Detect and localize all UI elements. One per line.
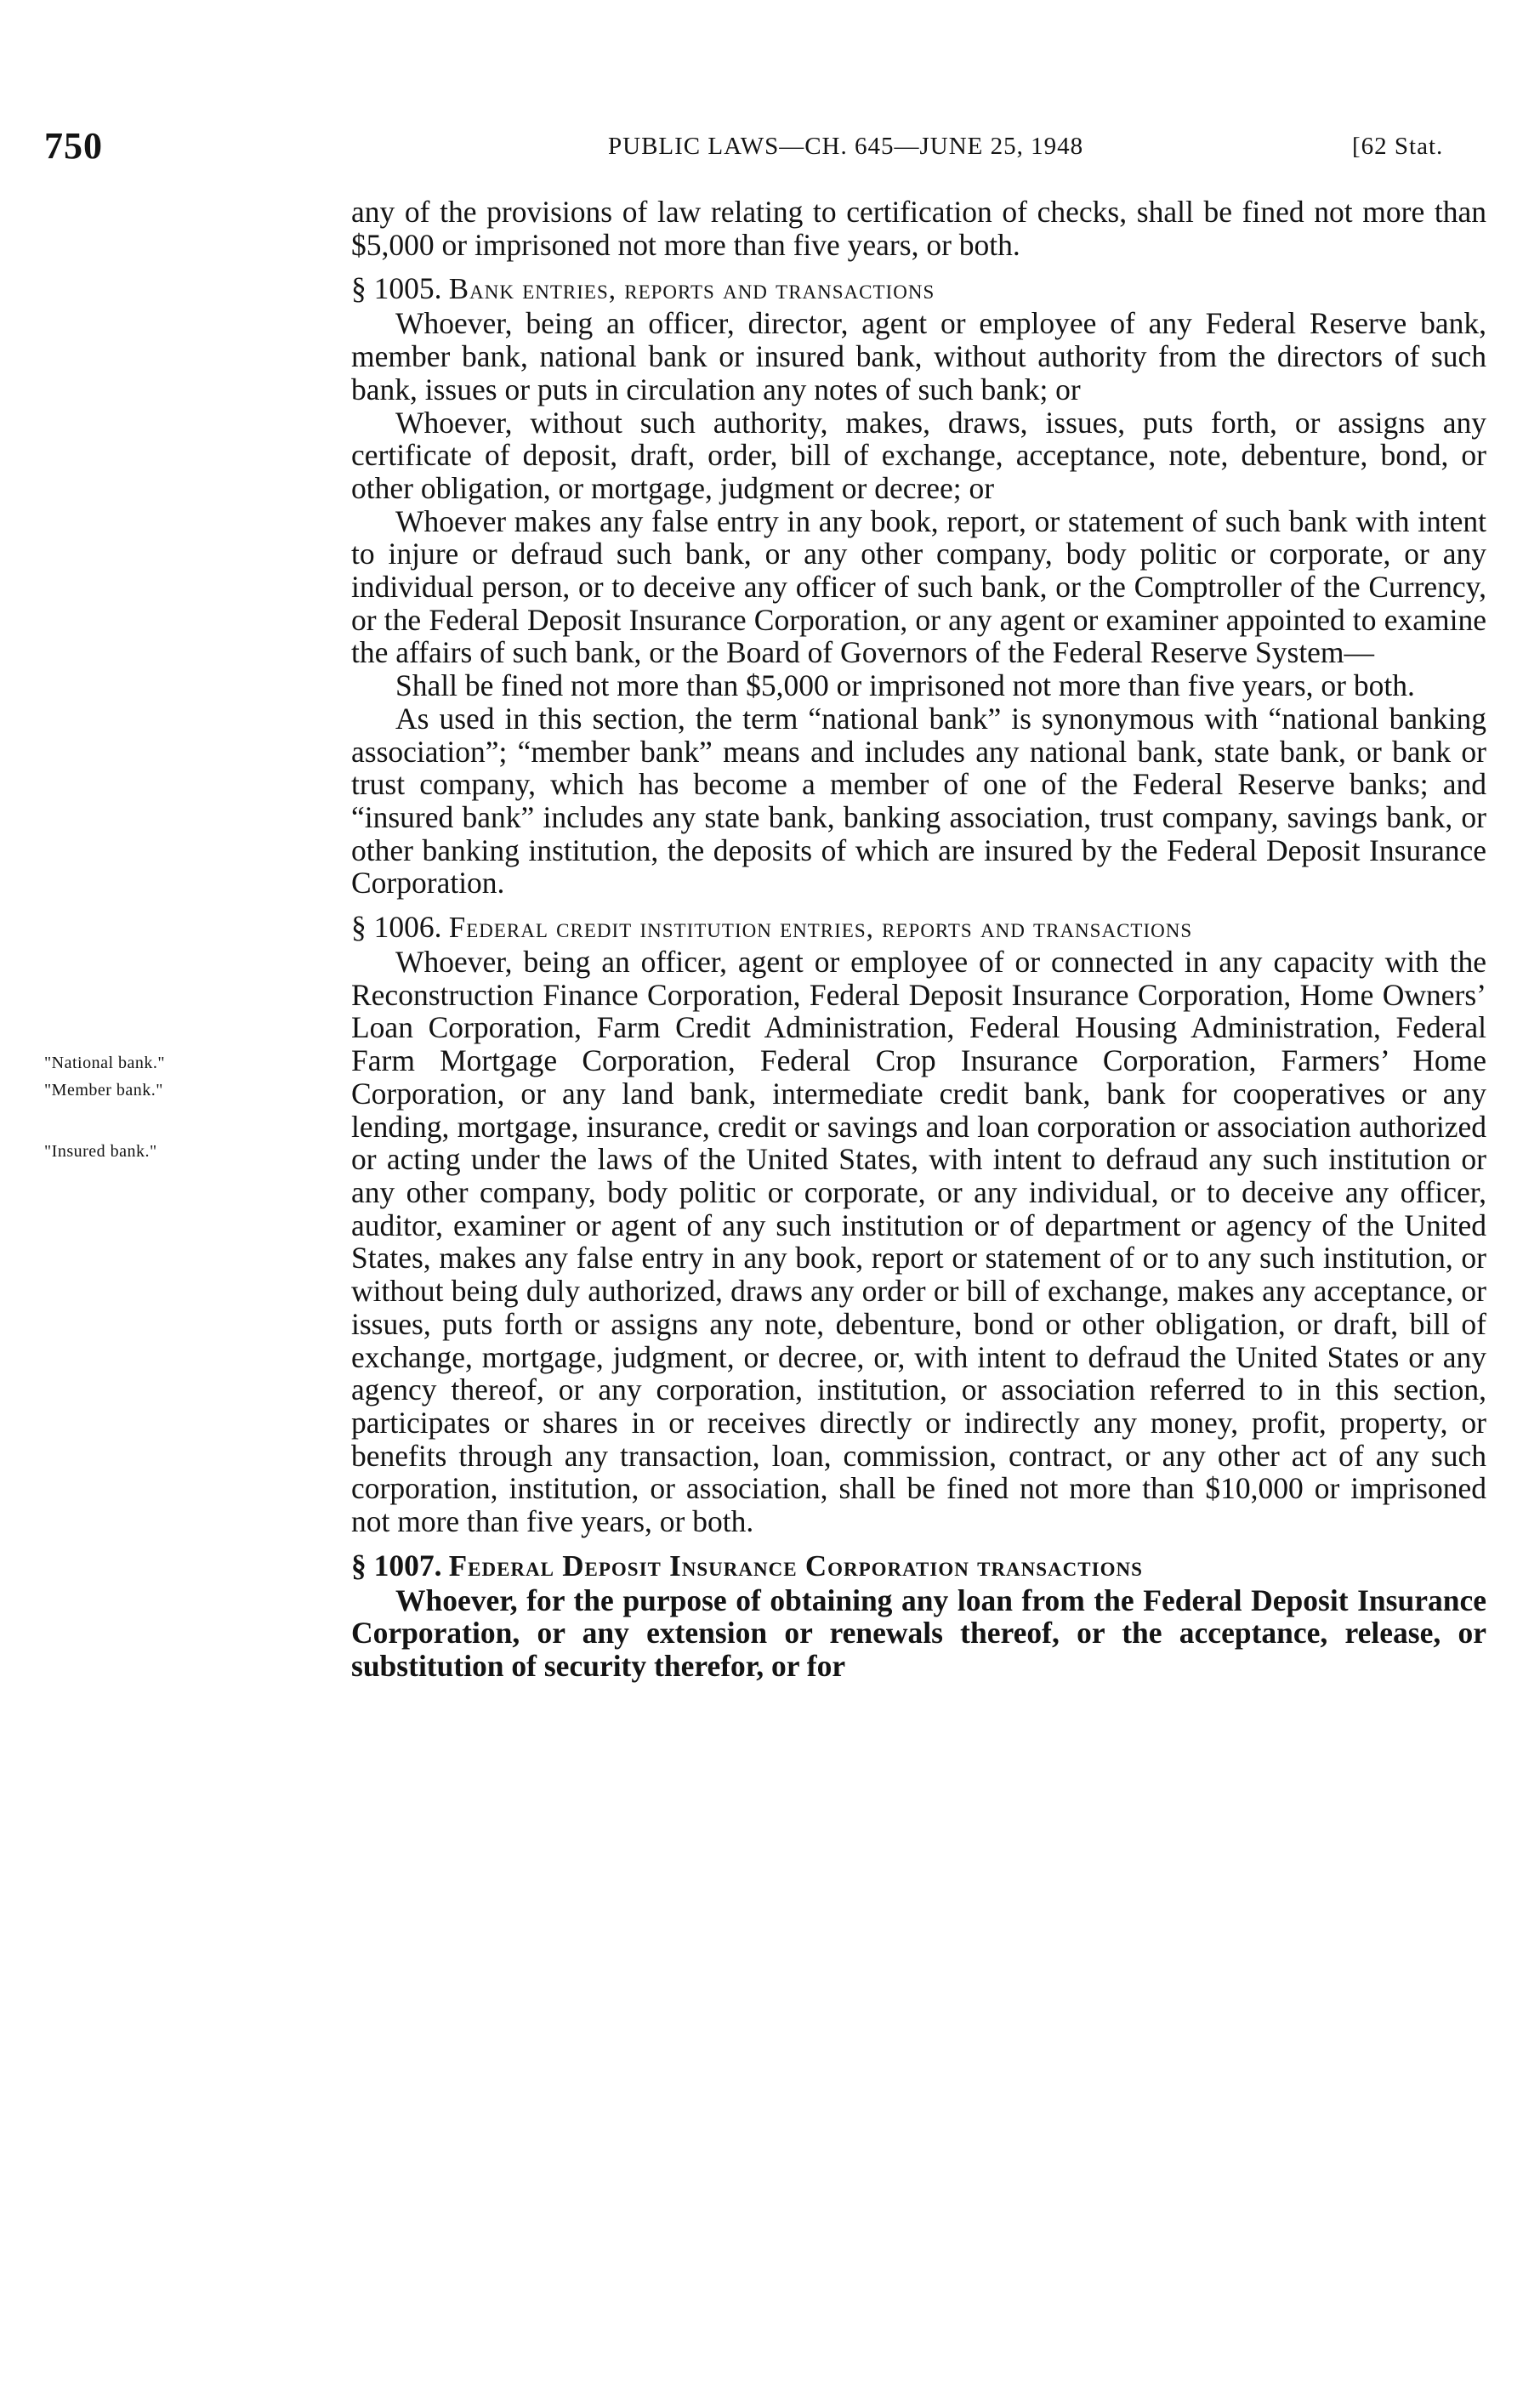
page-header xyxy=(0,124,1540,175)
paragraph: Whoever, without such authority, makes, draws, issues, puts forth, or assigns any certificate of deposit, draft, order, bill of exchange, acceptance, note, debenture, bond, or other obligation, or mortgage, judgment or decree; or xyxy=(351,405,1486,505)
page-number: 750 xyxy=(44,125,103,167)
section-1006-heading xyxy=(351,912,1486,944)
statute-reference: [62 Stat. xyxy=(1352,133,1444,160)
section-1005-heading xyxy=(351,273,1486,305)
section-title: Federal Deposit Insurance Corporation transactions xyxy=(448,1548,1143,1583)
section-number: § 1006. xyxy=(351,910,442,945)
section-title: Federal credit institution entries, reports and transactions xyxy=(448,911,1193,945)
paragraph: Whoever, for the purpose of obtaining any loan from the Federal Deposit Insurance Corporation, or any extension or renewals thereof, or the acceptance, release, or substitution of security therefor, or for xyxy=(351,1583,1486,1684)
section-1007 xyxy=(351,1550,1486,1683)
margin-note-member-bank: "Member bank." xyxy=(44,1081,163,1100)
paragraph: Whoever makes any false entry in any book, report, or statement of such bank with intent to injure or defraud such bank, or any other company, body politic or corporate, or any individual person, or to deceive any officer of such bank, or the Comptroller of the Currency, or the Federal Deposit Insurance Corporation, or any agent or examiner appointed to examine the affairs of such bank, or the Board of Governors of the Federal Reserve System— xyxy=(351,503,1486,670)
body-text xyxy=(351,196,1486,1683)
section-title: Bank entries, reports and transactions xyxy=(448,272,935,306)
paragraph: Shall be fined not more than $5,000 or imprisoned not more than five years, or both. xyxy=(395,668,1415,703)
section-1007-heading xyxy=(351,1550,1486,1583)
paragraph: Whoever, being an officer, agent or employee of or connected in any capacity with the Reconstruction Finance Corporation, Federal Deposit Insurance Corporation, Home Owners’ Loan Corporation, Farm Credit Administration, Federal Housing Administration, Federal Farm Mortgage Corporation, Federal Crop Insurance Corporation, Farmers’ Home Corporation, or any land bank, intermediate credit bank, bank for cooperatives or any lending, mortgage, insurance, credit or savings and loan corporation or association authorized or acting under the laws of the United States, with intent to defraud any such institution or any other company, body politic or corporate, or any individual, or to deceive any officer, auditor, examiner or agent of any such institution or of department or agency of the United States, makes any false entry in any book, report or statement of or to any such institution, or without being duly authorized, draws any order or bill of exchange, makes any acceptance, or issues, puts forth or assigns any note, debenture, bond or other obligation, or draft, bill of exchange, mortgage, judgment, or decree, or, with intent to defraud the United States or any agency thereof, or any corporation, institution, or association referred to in this section, participates or shares in or receives directly or indirectly any money, profit, property, or benefits through any transaction, loan, commission, contract, or any other act of any such corporation, institution, or association, shall be fined not more than $10,000 or imprisoned not more than five years, or both. xyxy=(351,945,1486,1539)
running-head: PUBLIC LAWS—CH. 645—JUNE 25, 1948 xyxy=(608,133,1084,160)
continuation-paragraph: any of the provisions of law relating to certification of checks, shall be fined not more than $5,000 or imprisoned not more than five years, or both. xyxy=(351,195,1486,262)
section-number: § 1005. xyxy=(351,271,442,306)
paragraph: Whoever, being an officer, director, agent or employee of any Federal Reserve bank, member bank, national bank or insured bank, without authority from the directors of such bank, issues or puts in circulation any notes of such bank; or xyxy=(351,306,1486,406)
margin-note-national-bank: "National bank." xyxy=(44,1054,166,1072)
section-number: § 1007. xyxy=(351,1548,442,1583)
definitions-paragraph: As used in this section, the term “national bank” is synonymous with “national banking association”; “member bank” means and includes any national bank, state bank, or bank or trust company, which has become a member of one of the Federal Reserve banks; and “insured bank” includes any state bank, banking association, trust company, savings bank, or other banking institution, the deposits of which are insured by the Federal Deposit Insurance Corporation. xyxy=(351,701,1486,901)
margin-note-insured-bank: "Insured bank." xyxy=(44,1142,157,1161)
